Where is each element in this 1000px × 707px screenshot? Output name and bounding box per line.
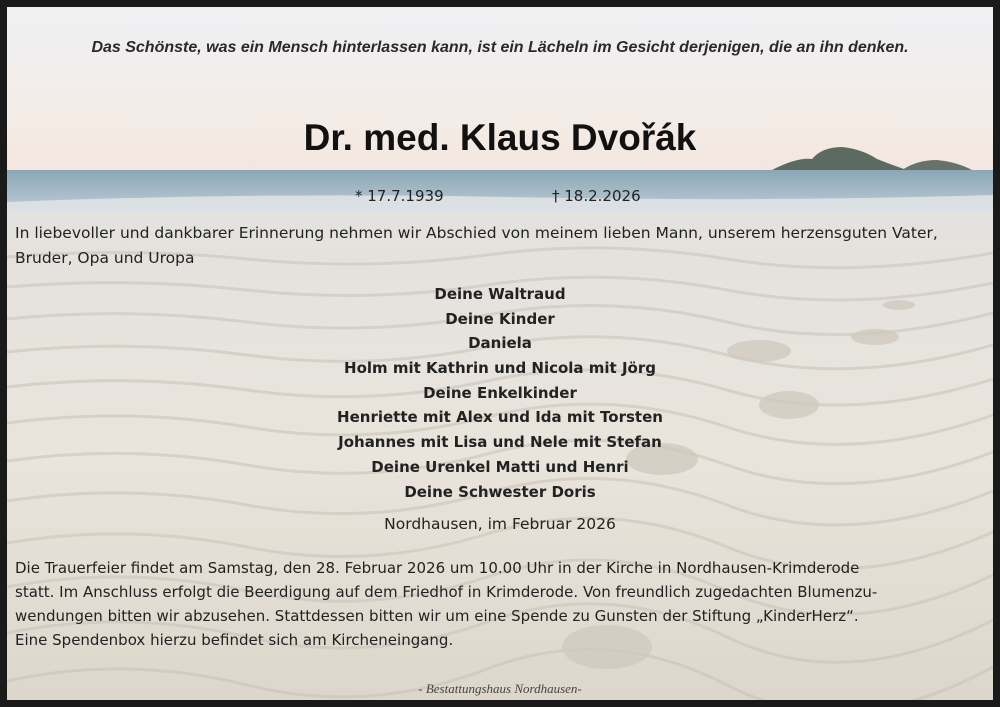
mourner-line: Daniela	[468, 334, 532, 353]
memorial-quote: Das Schönste, was ein Mensch hinterlassen kann, ist ein Lächeln im Gesicht derjenigen, die an ihn denken.	[91, 39, 909, 56]
place-and-date: Nordhausen, im Februar 2026	[384, 515, 616, 533]
deceased-name: Dr. med. Klaus Dvořák	[303, 117, 697, 158]
mourner-line: Johannes mit Lisa und Nele mit Stefan	[338, 433, 662, 452]
farewell-intro-text: In liebevoller und dankbarer Erinnerung nehmen wir Abschied von meinem lieben Mann, unserem herzensguten Vater, Bruder, Opa und Uropa	[15, 224, 938, 267]
service-text-line: statt. Im Anschluss erfolgt die Beerdigung auf dem Friedhof in Krimderode. Von freundlich zugedachten Blumenzu-	[15, 583, 878, 601]
service-text-line: Die Trauerfeier findet am Samstag, den 28. Februar 2026 um 10.00 Uhr in der Kirche in Nordhausen-Krimderode	[15, 559, 860, 577]
birth-date: * 17.7.1939	[355, 187, 444, 205]
mourner-line: Henriette mit Alex und Ida mit Torsten	[337, 408, 663, 427]
service-text-line: Eine Spendenbox hierzu befindet sich am Kircheneingang.	[15, 631, 454, 649]
service-text-line: wendungen bitten wir abzusehen. Stattdessen bitten wir um eine Spende zu Gunsten der Stiftung „KinderHerz“.	[15, 607, 859, 625]
mourner-line: Deine Enkelkinder	[423, 383, 577, 402]
mourner-line: Deine Schwester Doris	[404, 482, 596, 501]
mourner-line: Deine Kinder	[445, 309, 555, 328]
mourner-line: Deine Urenkel Matti und Henri	[371, 457, 629, 476]
mourner-line: Deine Waltraud	[434, 285, 566, 303]
death-date: † 18.2.2026	[552, 187, 641, 205]
funeral-home-credit: - Bestattungshaus Nordhausen-	[418, 681, 582, 696]
mourners-list	[7, 282, 993, 504]
mourner-line: Holm mit Kathrin und Nicola mit Jörg	[344, 359, 656, 378]
funeral-service-info	[15, 556, 955, 652]
